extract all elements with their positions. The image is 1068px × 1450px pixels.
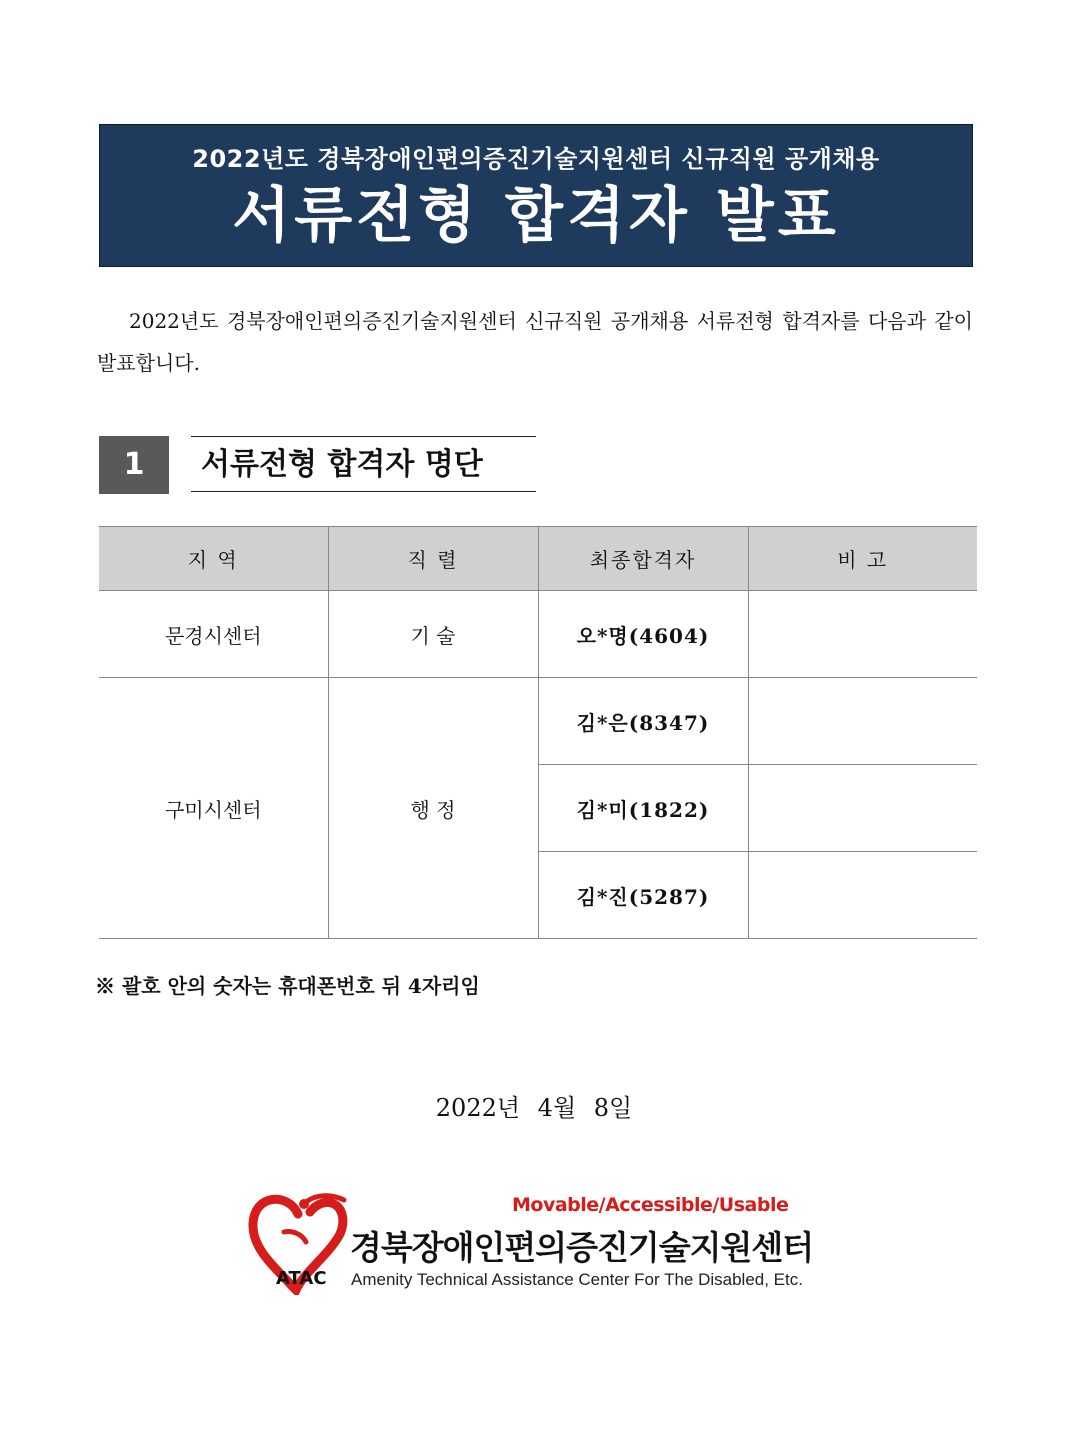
- banner-title: 서류전형 합격자 발표: [232, 181, 840, 251]
- table-row: [99, 678, 977, 765]
- remarks-cell: [748, 765, 977, 852]
- region-cell: 구미시센터: [99, 678, 328, 939]
- table-header-row: [99, 527, 977, 591]
- remarks-cell: [748, 591, 977, 678]
- candidate-cell: 김*진(5287): [538, 852, 748, 939]
- remarks-cell: [748, 678, 977, 765]
- footnote: ※ 괄호 안의 숫자는 휴대폰번호 뒤 4자리임: [95, 974, 480, 998]
- header-job: 직 렬: [328, 527, 538, 591]
- banner-subtitle: 2022년도 경북장애인편의증진기술지원센터 신규직원 공개채용: [192, 145, 880, 173]
- header-region: 지 역: [99, 527, 328, 591]
- intro-paragraph: [97, 300, 973, 384]
- header-remarks: 비 고: [748, 527, 977, 591]
- job-cell: 행 정: [328, 678, 538, 939]
- candidate-cell: 김*미(1822): [538, 765, 748, 852]
- table-row: [99, 591, 977, 678]
- logo-tagline: Movable/Accessible/Usable: [512, 1194, 789, 1216]
- section-number: 1: [99, 436, 169, 494]
- logo-abbreviation: ATAC: [276, 1268, 327, 1289]
- announcement-date: 2022년 4월 8일: [435, 1094, 633, 1122]
- candidate-cell: 오*명(4604): [538, 591, 748, 678]
- header-finalist: 최종합격자: [538, 527, 748, 591]
- result-table: [99, 526, 977, 939]
- remarks-cell: [748, 852, 977, 939]
- logo-org-english: Amenity Technical Assistance Center For The Disabled, Etc.: [351, 1270, 803, 1289]
- intro-text: 2022년도 경북장애인편의증진기술지원센터 신규직원 공개채용 서류전형 합격자를 다음과 같이 발표합니다.: [97, 309, 973, 375]
- section-title: 서류전형 합격자 명단: [191, 436, 536, 492]
- region-cell: 문경시센터: [99, 591, 328, 678]
- title-banner: [99, 124, 973, 267]
- logo-org-korean: 경북장애인편의증진기술지원센터: [350, 1228, 814, 1267]
- candidate-cell: 김*은(8347): [538, 678, 748, 765]
- job-cell: 기 술: [328, 591, 538, 678]
